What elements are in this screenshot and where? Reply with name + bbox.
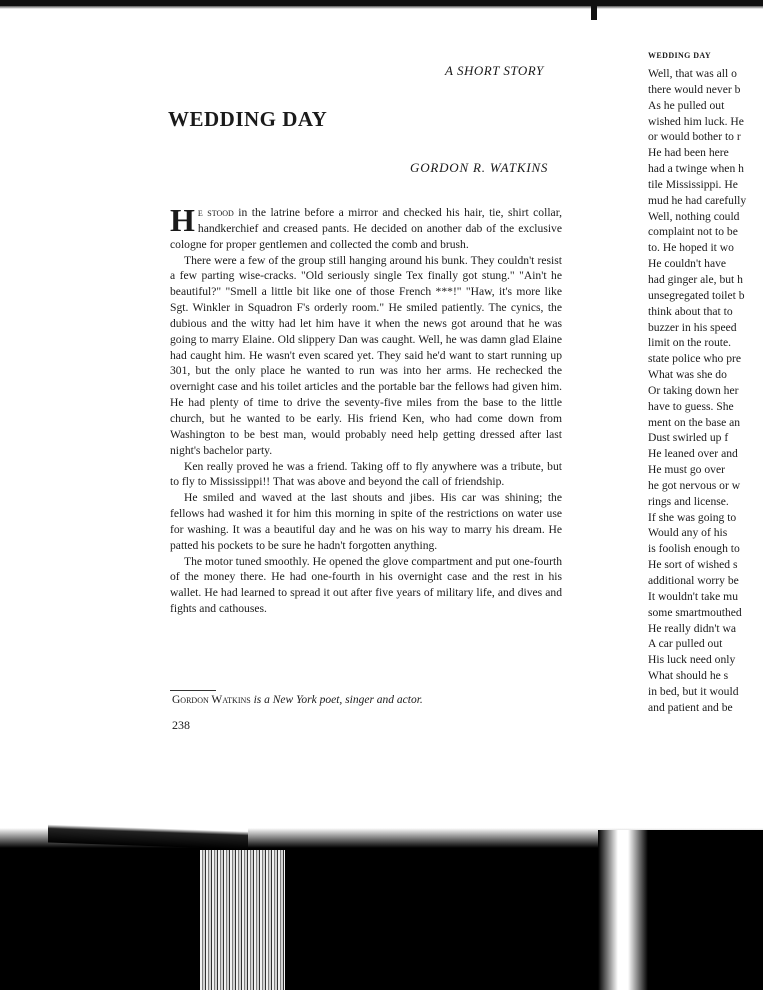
right-page-line: complaint not to be — [648, 225, 738, 239]
right-page-line: Or taking down her — [648, 383, 739, 397]
scan-noise-stripes — [200, 850, 285, 990]
right-page-line: wished him luck. He — [648, 114, 744, 128]
right-page-line: or would bother to r — [648, 130, 741, 144]
right-page-line: and patient and be — [648, 700, 733, 714]
story-title: WEDDING DAY — [168, 107, 328, 131]
paragraph: He smiled and waved at the last shouts and jibes. His car was shining; the fellows had washed it for him this morning in spite of the restrictions on water use for washing. It was a beautiful day and he was on his way to marry his dream. He patted his pockets to be sure he hadn't forgotten anything. — [170, 491, 562, 552]
first-paragraph-text: in the latrine before a mirror and checked his hair, tie, shirt collar, handkerchief and creased pants. He decided on another dab of the exclusive cologne for proper gentlemen and collected the comb and brush. — [170, 206, 562, 251]
scan-page-fold — [598, 830, 648, 990]
right-page-line: tile Mississippi. He — [648, 177, 738, 191]
right-page-line: had a twinge when h — [648, 162, 744, 176]
opening-small-caps: e stood — [197, 206, 234, 219]
right-page-line: He must go over — [648, 463, 725, 477]
right-page-line: in bed, but it would — [648, 684, 739, 698]
first-paragraph — [170, 202, 562, 253]
right-page-line: Dust swirled up f — [648, 431, 729, 445]
right-page-line: If she was going to — [648, 510, 737, 524]
right-page-line: think about that to — [648, 304, 733, 318]
right-page — [648, 51, 763, 731]
right-page-line: is foolish enough to — [648, 542, 740, 556]
right-page-line: Well, that was all o — [648, 67, 737, 80]
right-page-line: limit on the route. — [648, 336, 732, 350]
right-page-line: unsegregated toilet b — [648, 288, 745, 302]
right-page-line: some smartmouthed — [648, 605, 742, 619]
right-page-line: He sort of wished s — [648, 558, 738, 572]
right-page-line: had ginger ale, but h — [648, 272, 743, 286]
footnote-author-name: Gordon Watkins — [172, 694, 251, 706]
right-page-line: He really didn't wa — [648, 621, 737, 635]
right-page-line: mud he had carefully — [648, 193, 747, 207]
author-byline: GORDON R. WATKINS — [410, 160, 549, 175]
story-body — [170, 202, 562, 617]
running-head: A SHORT STORY — [445, 63, 544, 78]
right-page-line: state police who pre — [648, 352, 742, 366]
right-page-line: He couldn't have — [648, 257, 727, 271]
author-footnote — [172, 694, 423, 706]
scan-dark-area — [648, 830, 763, 990]
drop-cap: H — [170, 202, 195, 238]
right-page-line: As he pulled out — [648, 98, 725, 112]
right-page-line: there would never b — [648, 82, 741, 96]
paragraph: The motor tuned smoothly. He opened the glove compartment and put one-fourth of the money there. He had one-fourth in his overnight case and the rest in his wallet. He had learned to spread it out after five years of military life, and dives and fights and cathouses. — [170, 554, 562, 616]
right-running-head: WEDDING DAY — [648, 51, 712, 60]
right-page-line: It wouldn't take mu — [648, 589, 738, 603]
right-page-line: rings and license. — [648, 494, 729, 508]
right-page-line: have to guess. She — [648, 399, 734, 413]
right-page-line: He leaned over and — [648, 447, 738, 461]
right-page-line: What was she do — [648, 368, 727, 382]
right-page-line: His luck need only — [648, 653, 736, 667]
page-number: 238 — [172, 718, 190, 732]
right-page-line: additional worry be — [648, 574, 739, 587]
right-page-line: ment on the base an — [648, 415, 741, 429]
right-page-line: Would any of his — [648, 526, 728, 540]
right-page-line: He had been here — [648, 146, 729, 160]
right-page-line: to. He hoped it wo — [648, 241, 734, 255]
right-page-lines — [648, 66, 763, 716]
footnote-text: is a New York poet, singer and actor. — [250, 694, 423, 706]
scan-top-shadow — [0, 6, 763, 9]
right-page-line: A car pulled out — [648, 637, 723, 651]
right-page-line: buzzer in his speed — [648, 320, 737, 334]
right-page-line: Well, nothing could — [648, 209, 740, 223]
right-page-line: he got nervous or w — [648, 478, 741, 492]
paragraph: There were a few of the group still hanging around his bunk. They couldn't resist a few parting wise-cracks. "Old seriously single Tex finally got stung." "Ain't he beautiful?" "Smell a little bit like one of those French ***!" "Haw, it's more like Sgt. Winkler in Squadron F's orderly room." He smiled patiently. The cynics, the dubious and the witty had let him have it when the news got around that he was going to marry Elaine. Old slippery Dan was caught. Well, he was damn glad Elaine had caught him. He wasn't even scared yet. They said he'd want to start running up 301, but the only place he wanted to run was into her arms. He rechecked the overnight case and his toilet articles and the portable bar the fellows had given him. He had plenty of time to drive the seventy-five miles from the base to the little church, but he wanted to be early. His friend Ken, who had come down from Washington to be best man, would probably need help getting dressed after last night's bachelor party. — [170, 253, 562, 457]
book-spine-mark — [591, 6, 597, 20]
paragraph: Ken really proved he was a friend. Taking off to fly anywhere was a tribute, but to fly to Mississippi!! That was above and beyond the call of friendship. — [170, 459, 562, 489]
footnote-rule — [170, 690, 216, 691]
right-page-line: What should he s — [648, 669, 729, 683]
